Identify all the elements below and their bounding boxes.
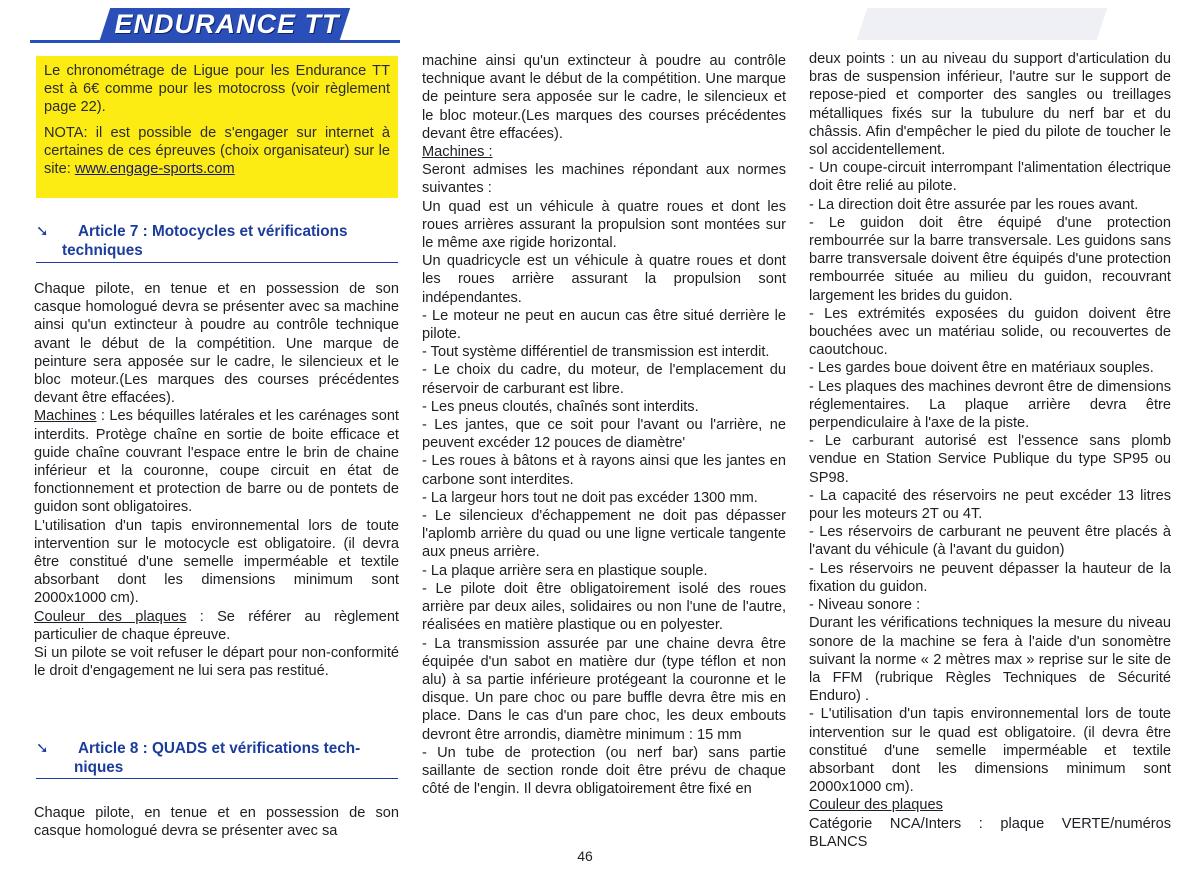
list-item: - La capacité des réservoirs ne peut excéder 13 litres pour les moteurs 2T ou 4T.	[809, 487, 1171, 523]
col2-paragraph-4: Un quadricycle est un véhicule à quatre roues et dont les roues arrière assurant la propulsion sont indépendantes.	[422, 253, 786, 306]
col3-couleur-text: Catégorie NCA/Inters : plaque VERTE/numéros BLANCS	[809, 815, 1171, 850]
info-box	[36, 56, 398, 198]
article7-title-line2: techniques	[62, 242, 143, 259]
machines-text: : Les béquilles latérales et les carénages sont interdits. Protège chaîne en sortie de boite efficace et guide chaîne couvrant l'espace entre le brin de chaine inférieur et la couronne, coupe circuit en état de fonctionnement et protection de barre ou de pontets de guidon sont obligatoires.	[34, 408, 399, 516]
list-item: - Le moteur ne peut en aucun cas être situé derrière le pilote.	[422, 307, 786, 343]
list-item: - Les gardes boue doivent être en matériaux souples.	[809, 360, 1154, 377]
list-item: - Le choix du cadre, du moteur, de l'emplacement du réservoir de carburant est libre.	[422, 362, 786, 397]
list-item: - Niveau sonore :	[809, 597, 921, 614]
col2-machines-label: Machines :	[422, 144, 493, 161]
article7-couleur	[34, 608, 399, 644]
page-number: 46	[577, 848, 593, 864]
list-item: - Un coupe-circuit interrompant l'alimentation électrique doit être relié au pilote.	[809, 160, 1171, 195]
list-item: - Le silencieux d'échappement ne doit pas dépasser l'aplomb arrière du quad ou une ligne verticale tangente aux pneus arrière.	[422, 508, 786, 561]
article7-body	[34, 280, 399, 680]
list-item: - Les pneus cloutés, chaînés sont interdits.	[422, 398, 699, 415]
engage-sports-link[interactable]: www.engage-sports.com	[74, 161, 235, 178]
article7-title-line1: Article 7 : Motocycles et vérifications	[78, 223, 348, 240]
article8-rule	[36, 778, 398, 779]
article8-body	[34, 804, 399, 840]
article7-paragraph: Chaque pilote, en tenue et en possession de son casque homologué devra se présenter avec sa machine ainsi qu'un extincteur à poudre au contrôle technique avant le début de la compétition. Une marque de peinture sera apposée sur le cadre, le silencieux et le bloc moteur.(Les marques des courses précédentes devant être effacées).	[34, 281, 399, 407]
list-item: - Les plaques des machines devront être de dimensions réglementaires. La plaque arrière devra être perpendiculaire à l'axe de la piste.	[809, 378, 1171, 432]
couleur-label: Couleur des plaques	[34, 608, 187, 625]
column-3	[809, 50, 1171, 851]
col2-paragraph-3: Un quad est un véhicule à quatre roues et dont les roues arrières assurant la propulsion sont montées sur le même axe rigide horizontal.	[422, 198, 786, 252]
article7-machines	[34, 407, 399, 516]
article7-tapis: L'utilisation d'un tapis environnemental lors de toute intervention sur le motocycle est obligatoire. (il devra être constitué d'une semelle imperméable et textile absorbant dont les dimensions minimum sont 2000x1000 cm).	[34, 517, 399, 607]
info-box-nota	[44, 124, 390, 179]
col2-paragraph-1: machine ainsi qu'un extincteur à poudre au contrôle technique avant le début de la compétition. Une marque de peinture sera apposée sur le cadre, le silencieux et le bloc moteur.(Les marques des courses précédentes devant être effacées).	[422, 53, 786, 142]
couleur-text: : Se référer au règlement particulier de chaque épreuve.	[34, 608, 399, 643]
list-item: - Le guidon doit être équipé d'une protection rembourrée sur la barre transversale. Les guidons sans barre transversale doivent être équipés d'une protection rembourrée située au milieu du guidon, recouvrant largement les brides du guidon.	[809, 214, 1171, 304]
list-item: - La direction doit être assurée par les roues avant.	[809, 196, 1139, 213]
col3-paragraph-1: deux points : un au niveau du support d'articulation du bras de suspension inférieur, l'autre sur le support de repose-pied et comporter des sangles ou treillages métalliques fixés sur la tubulure du nerf bar et du châssis. Afin d'empêcher le pied du pilote de toucher le sol accidentellement.	[809, 51, 1171, 159]
list-item: - La plaque arrière sera en plastique souple.	[422, 562, 708, 579]
machines-label: Machines	[34, 408, 97, 425]
header-rule	[30, 40, 400, 43]
info-box-text: Le chronométrage de Ligue pour les Endurance TT est à 6€ comme pour les motocross (voir règlement page 22).	[44, 63, 390, 116]
article7-refus: Si un pilote se voit refuser le départ pour non-conformité le droit d'engagement ne lui sera pas restitué.	[34, 645, 399, 680]
list-item: - Un tube de protection (ou nerf bar) sans partie saillante de section ronde doit être prévu de chaque côté de l'engin. Il devra obligatoirement être fixé en	[422, 744, 786, 798]
list-item: - Les réservoirs ne peuvent dépasser la hauteur de la fixation du guidon.	[809, 560, 1171, 595]
article7-heading	[36, 222, 398, 270]
col3-sonore: Durant les vérifications techniques la mesure du niveau sonore de la machine se fera à l'aide d'un sonomètre suivant la norme « 2 mètres max » reprise sur le site de la FFM (rubrique Règles Techniques de Sécurité Enduro) .	[809, 615, 1171, 705]
article8-paragraph: Chaque pilote, en tenue et en possession de son casque homologué devra se présenter avec sa	[34, 805, 399, 840]
article7-rule	[36, 262, 398, 263]
list-item: - La largeur hors tout ne doit pas excéder 1300 mm.	[422, 489, 758, 506]
list-item: - Les extrémités exposées du guidon doivent être bouchées avec un matériau solide, ou recouvertes de caoutchouc.	[809, 305, 1171, 359]
list-item: - Les roues à bâtons et à rayons ainsi que les jantes en carbone sont interdites.	[422, 453, 786, 488]
article8-heading	[36, 739, 398, 787]
col3-tapis: - L'utilisation d'un tapis environnemental lors de toute intervention sur le quad est obligatoire. (il devra être constitué d'une semelle imperméable et textile absorbant dont les dimensions minimum sont 2000x1000 cm).	[809, 706, 1171, 796]
arrow-bullet-icon: ➘	[36, 740, 49, 757]
page-title: ENDURANCE TT	[114, 9, 340, 39]
list-item: - Tout système différentiel de transmission est interdit.	[422, 344, 770, 361]
article8-title-line2: niques	[74, 759, 124, 776]
list-item: - Les réservoirs de carburant ne peuvent être placés à l'avant du véhicule (à l'avant du guidon)	[809, 524, 1171, 559]
list-item: - Le carburant autorisé est l'essence sans plomb vendue en Station Service Publique du type SP95 ou SP98.	[809, 433, 1171, 486]
ghost-header-band	[857, 8, 1107, 40]
list-item: - Les jantes, que ce soit pour l'avant ou l'arrière, ne peuvent excéder 12 pouces de diamètre'	[422, 417, 786, 452]
list-item: - Le pilote doit être obligatoirement isolé des roues arrière par deux ailes, solidaires ou non l'une de l'autre, réalisées en matière plastique ou en polyester.	[422, 580, 786, 634]
column-2	[422, 52, 786, 798]
col2-paragraph-2: Seront admises les machines répondant aux normes suivantes :	[422, 162, 786, 197]
article8-title-line1: Article 8 : QUADS et vérifications tech-	[78, 740, 361, 757]
nota-text: NOTA: il est possible de s'engager sur internet à certaines de ces épreuves (choix organisateur) sur le site:	[44, 124, 390, 178]
col3-couleur-label: Couleur des plaques	[809, 797, 943, 814]
arrow-bullet-icon: ➘	[36, 223, 49, 240]
list-item: - La transmission assurée par une chaine devra être équipée d'un sabot en matière dur (type téflon et non alu) à sa partie inférieure protégeant la couronne et le disque. Un pare choc ou pare buffle devra être mis en place. Dans le cas d'un pare choc, les deux embouts devront être arrondis, diamètre minimum : 15 mm	[422, 635, 786, 743]
